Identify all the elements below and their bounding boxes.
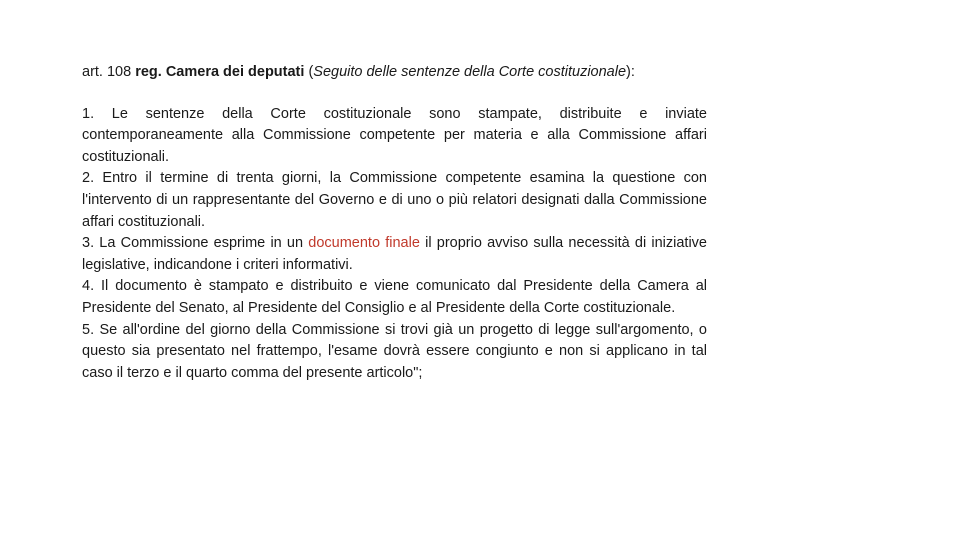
article-text-block [82,62,707,384]
article-heading [82,62,707,84]
paragraph-1: 1. Le sentenze della Corte costituzionale sono stampate, distribuite e inviate contemporaneamente alla Commissione competente per materia e alla Commissione affari costituzionali. [82,105,707,165]
heading-close: ): [626,64,635,80]
paragraph-2: 2. Entro il termine di trenta giorni, la Commissione competente esamina la questione con l'intervento di un rappresentante del Governo e di uno o più relatori designati dalla Commissione affari costituzionali. [82,170,707,230]
paragraph-3-after: il proprio avviso sulla necessità di iniziative legislative, indicandone i criteri informativi. [82,235,707,273]
paragraph-4: 4. Il documento è stampato e distribuito e viene comunicato dal Presidente della Camera al Presidente del Senato, al Presidente del Consiglio e al Presidente della Corte costituzionale. [82,278,707,316]
heading-italic: Seguito delle sentenze della Corte costituzionale [313,64,627,80]
heading-prefix: art. 108 [82,64,136,80]
paragraph-5: 5. Se all'ordine del giorno della Commissione si trovi già un progetto di legge sull'argomento, o questo sia presentato nel frattempo, l'esame dovrà essere congiunto e non si applicano in tal caso il terzo e il quarto comma del presente articolo"; [82,321,707,381]
paragraph-3 [82,233,707,276]
paragraph-3-before: 3. La Commissione esprime in un [82,235,309,252]
paragraph-3-highlight: documento finale [308,235,420,252]
heading-bold: reg. Camera dei deputati [135,64,305,80]
heading-open: ( [304,64,314,80]
